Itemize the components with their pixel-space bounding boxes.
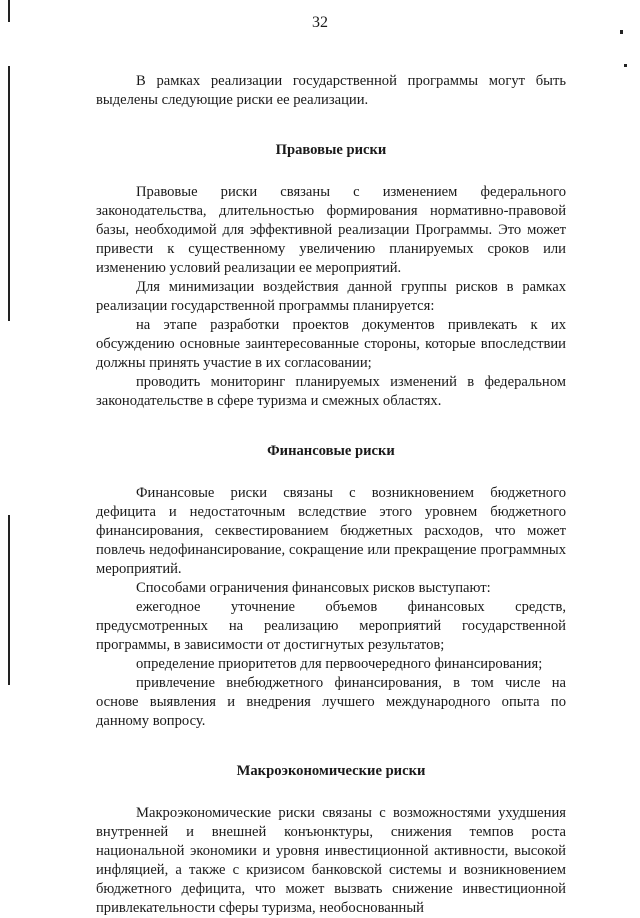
section-heading-legal: Правовые риски [275, 142, 387, 158]
paragraph: Финансовые риски связаны с возникновением бюджетного дефицита и недостаточным вследствие этого уровнем бюджетного финансирования, секвестированием бюджетных расходов, что может повлечь недофинансирование, сокращение или прекращение программных мероприятий. [96, 485, 566, 577]
scan-edge-mark-top-left [8, 0, 10, 22]
list-item: на этапе разработки проектов документов привлекать к их обсуждению основные заинтересованные стороны, которые впоследствии должны принять участие в их согласовании; [96, 317, 566, 371]
list-item: привлечение внебюджетного финансирования, в том числе на основе выявления и внедрения лучшего международного опыта по данному вопросу. [96, 675, 566, 729]
scan-dot-right [624, 64, 627, 67]
paragraph: Способами ограничения финансовых рисков выступают: [136, 580, 491, 596]
list-item: ежегодное уточнение объемов финансовых средств, предусмотренных на реализацию мероприятий государственной программы, в зависимости от достигнутых результатов; [96, 599, 566, 653]
paragraph: Макроэкономические риски связаны с возможностями ухудшения внутренней и внешней конъюнктуры, снижения темпов роста национальной экономики и уровня инвестиционной активности, высокой инфляцией, а также с кризисом банковской системы и возникновением бюджетного дефицита, что может вызвать снижение инвестиционной привлекательности сферы туризма, необоснованный [96, 805, 566, 916]
list-item: проводить мониторинг планируемых изменений в федеральном законодательстве в сфере туризма и смежных областях. [96, 374, 566, 409]
scan-edge-mark-left-lower [8, 515, 10, 685]
section-heading-financial: Финансовые риски [267, 443, 395, 459]
scan-dot-top-right [620, 30, 623, 34]
paragraph: Правовые риски связаны с изменением федерального законодательства, длительностью формирования нормативно-правовой базы, необходимой для эффективной реализации Программы. Это может привести к существенному увеличению планируемых сроков или изменению условий реализации ее мероприятий. [96, 184, 566, 276]
paragraph: Для минимизации воздействия данной группы рисков в рамках реализации государственной программы планируется: [96, 279, 566, 314]
scan-edge-mark-left [8, 66, 10, 321]
page-number: 32 [312, 14, 328, 31]
section-heading-macroeconomic: Макроэкономические риски [236, 763, 426, 779]
intro-paragraph: В рамках реализации государственной программы могут быть выделены следующие риски ее реализации. [96, 73, 566, 108]
list-item: определение приоритетов для первоочередного финансирования; [136, 656, 543, 672]
document-body [96, 72, 566, 918]
